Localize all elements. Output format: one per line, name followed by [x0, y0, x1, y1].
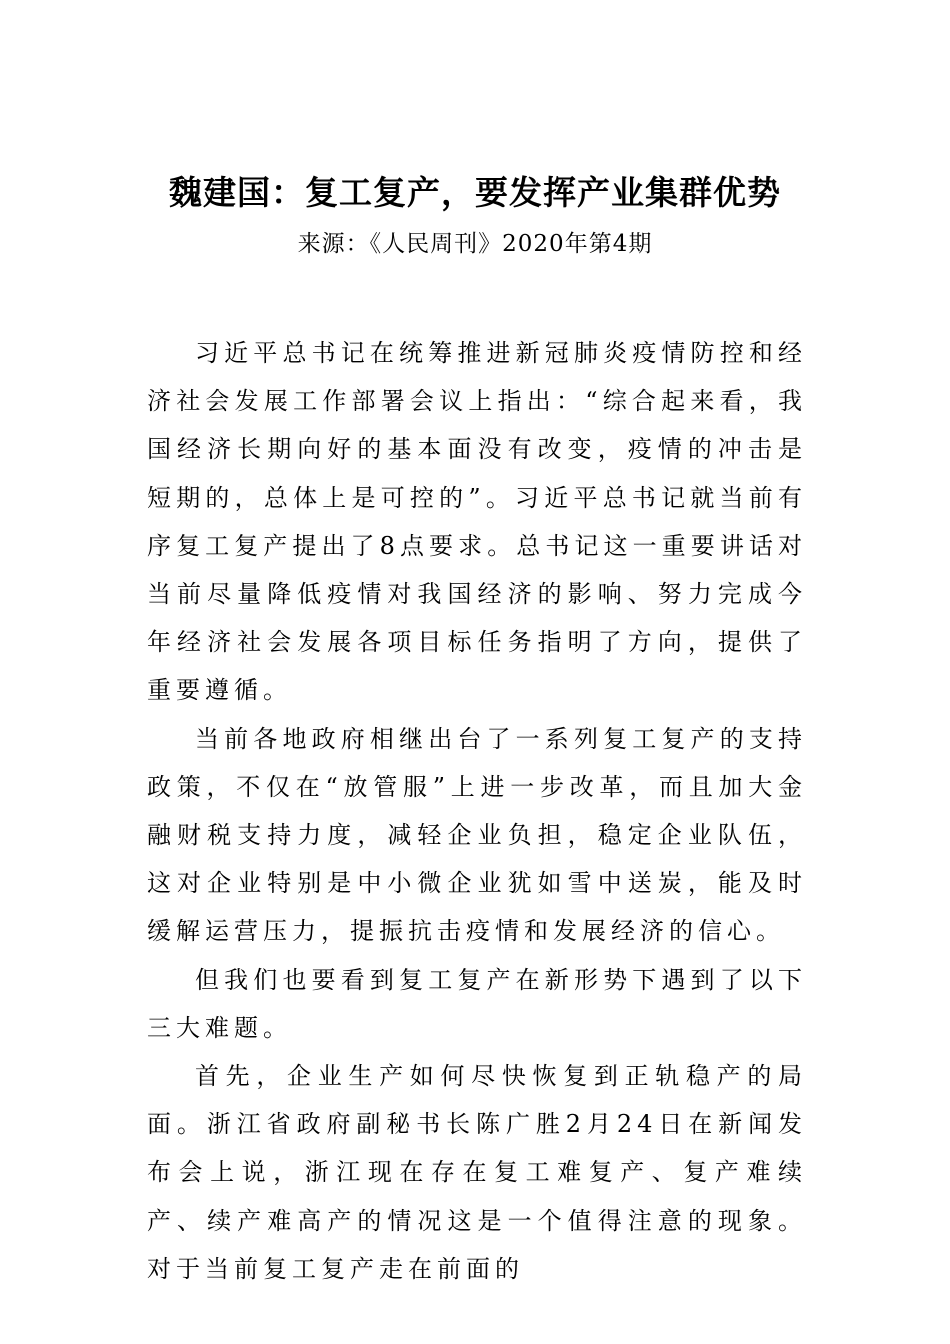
- paragraph-4: 首先，企业生产如何尽快恢复到正轨稳产的局面。浙江省政府副秘书长陈广胜2月24日在新闻发布会上说，浙江现在存在复工难复产、复产难续产、续产难高产的情况这是一个值得注意的现象。对于当前复工复产走在前面的: [147, 1062, 807, 1283]
- article-source: 来源：《人民周刊》2020年第4期: [297, 231, 653, 257]
- article-body: [147, 329, 807, 1293]
- paragraph-2: 当前各地政府相继出台了一系列复工复产的支持政策，不仅在“放管服”上进一步改革，而且加大金融财税支持力度，减轻企业负担，稳定企业队伍，这对企业特别是中小微企业犹如雪中送炭，能及时缓解运营压力，提振抗击疫情和发展经济的信心。: [147, 724, 807, 946]
- paragraph-1: 习近平总书记在统筹推进新冠肺炎疫情防控和经济社会发展工作部署会议上指出：“综合起来看，我国经济长期向好的基本面没有改变，疫情的冲击是短期的，总体上是可控的”。习近平总书记就当前有序复工复产提出了8点要求。总书记这一重要讲话对当前尽量降低疫情对我国经济的影响、努力完成今年经济社会发展各项目标任务指明了方向，提供了重要遵循。: [147, 339, 807, 705]
- paragraph-3: 但我们也要看到复工复产在新形势下遇到了以下三大难题。: [147, 965, 807, 1042]
- article-title: 魏建国：复工复产，要发挥产业集群优势: [169, 173, 781, 212]
